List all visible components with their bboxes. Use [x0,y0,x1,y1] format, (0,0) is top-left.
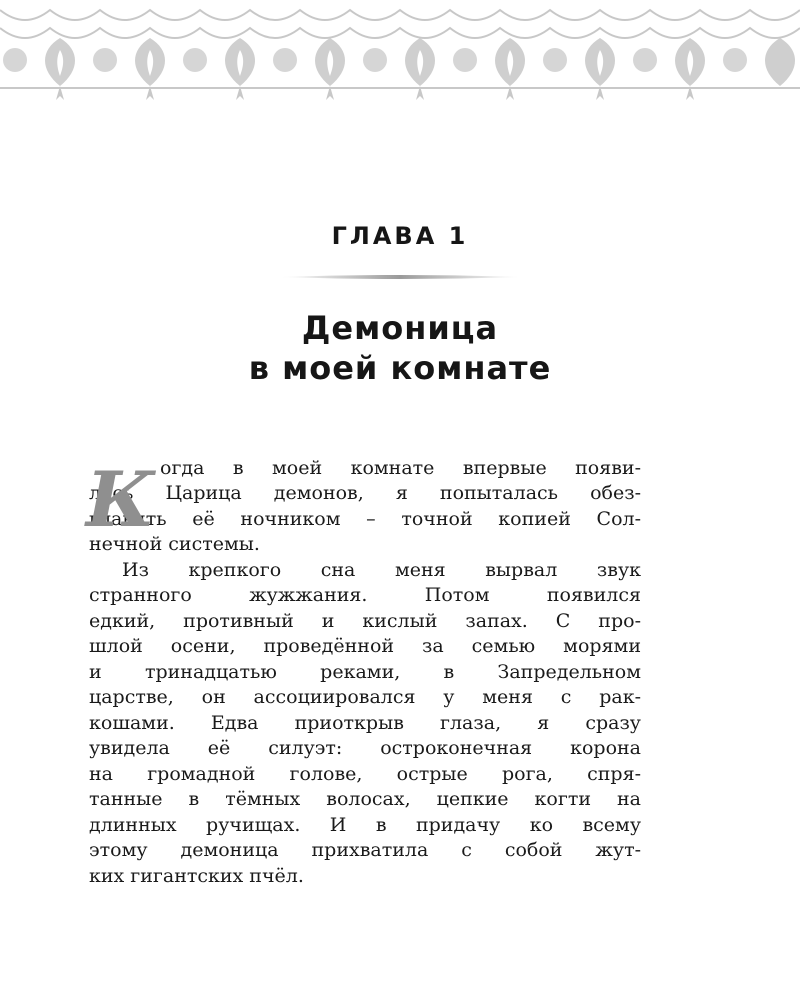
text-line: лась Царица демонов, я попыталась обез- [89,482,641,504]
text-line: этому демоница прихватила с собой жут- [89,839,641,861]
text-line: едкий, противный и кислый запах. С про- [89,609,641,632]
chapter-title-line-2: в моей комнате [248,349,552,387]
text-line: царстве, он ассоциировался у меня с рак- [89,686,641,708]
drop-cap: К [86,454,156,544]
header-ornament [0,0,800,110]
chapter-label: ГЛАВА 1 [331,222,469,250]
text-line: главить её ночником – точной копией Сол- [89,507,641,530]
chapter-title-line-1: Демоница [301,309,499,347]
text-line: ких гигантских пчёл. [89,864,304,887]
title-divider [280,273,520,281]
text-line: шлой осени, проведённой за семью морями [89,635,641,657]
text-line: кошами. Едва приоткрыв глаза, я сразу [89,711,641,734]
chapter-title [0,308,800,388]
text-line: нечной системы. [89,533,260,555]
text-line: огда в моей комнате впервые появи- [160,456,641,479]
text-line: танные в тёмных волосах, цепкие когти на [89,788,641,810]
text-line: длинных ручищах. И в придачу ко всему [89,813,641,836]
text-line: на громадной голове, острые рога, спря- [89,762,641,785]
chapter-body [86,430,641,889]
text-line: странного жужжания. Потом появился [89,584,641,606]
text-line: увидела её силуэт: остроконечная корона [89,737,641,759]
text-line: Из крепкого сна меня вырвал звук [122,558,641,581]
text-line: и тринадцатью реками, в Запредельном [89,660,641,683]
